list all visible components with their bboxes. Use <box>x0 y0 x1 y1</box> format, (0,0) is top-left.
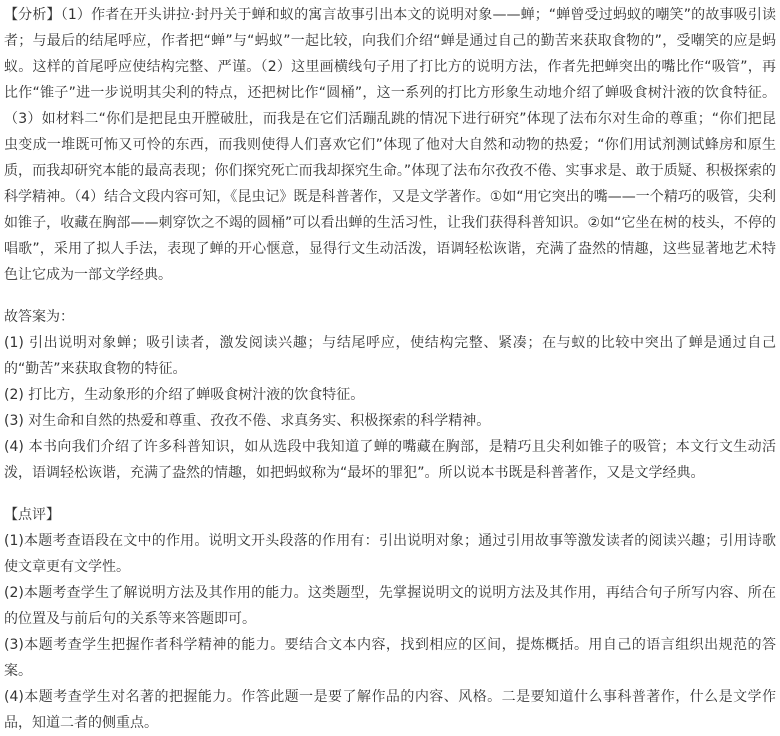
answer-item-3: (3) 对生命和自然的热爱和尊重、孜孜不倦、求真务实、积极探索的科学精神。 <box>4 413 491 429</box>
comment-heading: 【点评】 <box>4 507 60 523</box>
section-gap <box>4 486 776 502</box>
analysis-paragraph <box>4 2 776 288</box>
comment-item-4: (4)本题考查学生对名著的把握能力。作答此题一是要了解作品的内容、风格。二是要知道什么事科普著作，什么是文学作品，知道二者的侧重点。 <box>4 689 776 731</box>
answer-item-1: (1) 引出说明对象蝉；吸引读者，激发阅读兴趣；与结尾呼应，使结构完整、紧凑；在与蚁的比较中突出了蝉是通过自己的“勤苦”来获取食物的特征。 <box>4 335 776 377</box>
answer-heading: 故答案为： <box>4 309 74 325</box>
comment-item-3: (3)本题考查学生把握作者科学精神的能力。要结合文本内容，找到相应的区间，提炼概括。用自己的语言组织出规范的答案。 <box>4 637 776 679</box>
comment-item-2: (2)本题考查学生了解说明方法及其作用的能力。这类题型，先掌握说明文的说明方法及其作用，再结合句子所写内容、所在的位置及与前后句的关系等来答题即可。 <box>4 585 776 627</box>
comment-item-1: (1)本题考查语段在文中的作用。说明文开头段落的作用有：引出说明对象；通过引用故事等激发读者的阅读兴趣；引用诗歌使文章更有文学性。 <box>4 533 776 575</box>
section-gap <box>4 288 776 304</box>
answer-item-4: (4) 本书向我们介绍了许多科普知识，如从选段中我知道了蝉的嘴藏在胸部，是精巧且尖利如锥子的吸管；本文行文生动活泼，语调轻松诙谐，充满了盎然的情趣，如把蚂蚁称为“最坏的罪犯”。所以说本书既是科普著作，又是文学经典。 <box>4 439 776 481</box>
analysis-text: （1）作者在开头讲拉·封丹关于蝉和蚁的寓言故事引出本文的说明对象——蝉；“蝉曾受过蚂蚁的嘲笑”的故事吸引读者；与最后的结尾呼应，作者把“蝉”与“蚂蚁”一起比较，向我们介绍“蝉是通过自己的勤苦来获取食物的”，受嘲笑的应是蚂蚁。这样的首尾呼应使结构完整、严谨。（2）这里画横线句子用了打比方的说明方法，作者先把蝉突出的嘴比作“吸管”，再比作“锥子”进一步说明其尖利的特点，还把树比作“圆桶”，这一系列的打比方形象生动地介绍了蝉吸食树汁液的饮食特征。（3）如材料二“你们是把昆虫开膛破肚，而我是在它们活蹦乱跳的情况下进行研究”体现了法布尔对生命的尊重；“你们把昆虫变成一堆既可怖又可怜的东西，而我则使得人们喜欢它们”体现了他对大自然和动物的热爱；“你们用试剂测试蜂房和原生质，而我却研究本能的最高表现；你们探究死亡而我却探究生命。”体现了法布尔孜孜不倦、实事求是、敢于质疑、积极探索的科学精神。（4）结合文段内容可知，《昆虫记》既是科普著作，又是文学著作。①如“用它突出的嘴——一个精巧的吸管，尖利如锥子，收藏在胸部——刺穿饮之不竭的圆桶”可以看出蝉的生活习性，让我们获得科普知识。②如“它坐在树的枝头，不停的唱歌”，采用了拟人手法，表现了蝉的开心惬意，显得行文生动活泼，语调轻松诙谐，充满了盎然的情趣，这些显著地艺术特色让它成为一部文学经典。 <box>4 7 776 283</box>
answer-item-2: (2) 打比方，生动象形的介绍了蝉吸食树汁液的饮食特征。 <box>4 387 365 403</box>
analysis-tag: 【分析】 <box>4 7 61 23</box>
